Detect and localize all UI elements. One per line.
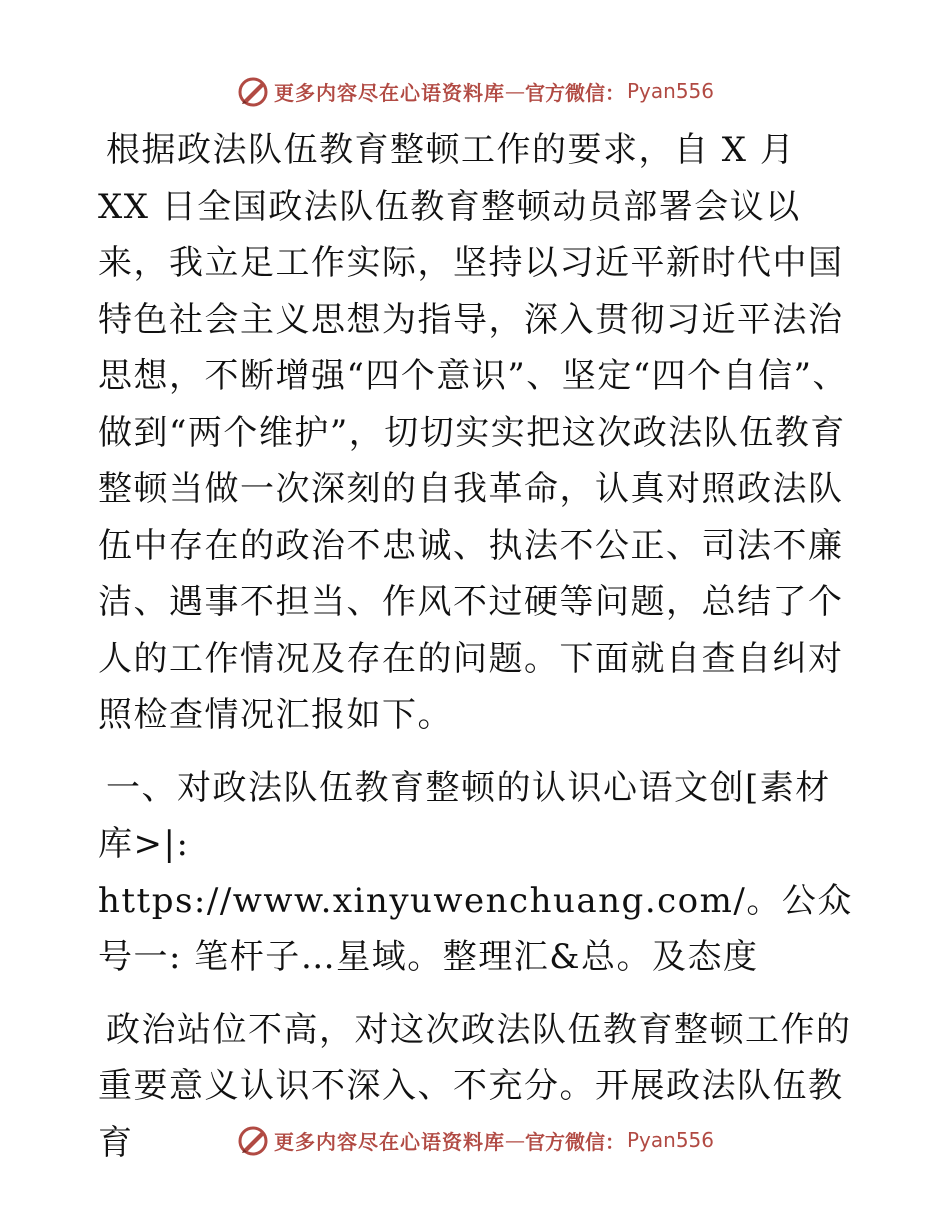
watermark-separator: — xyxy=(504,79,525,103)
watermark-main-text: 更多内容尽在心语资料库 xyxy=(273,80,505,105)
paragraph-body: 政治站位不高，对这次政法队伍教育整顿工作的重要意义认识不深入、不充分。开展政法队伍教育 xyxy=(98,1009,852,1163)
paragraph-intro: 根据政法队伍教育整顿工作的要求，自 X 月 XX 日全国政法队伍教育整顿动员部署会议以来，我立足工作实际，坚持以习近平新时代中国特色社会主义思想为指导，深入贯彻习近平法治思想，不断增强“四个意识”、坚定“四个自信”、做到“两个维护”，切切实实把这次政法队伍教育整顿当做一次深刻的自我革命，认真对照政法队伍中存在的政治不忠诚、执法不公正、司法不廉洁、遇事不担当、作风不过硬等问题，总结了个人的工作情况及存在的问题。下面就自查自纠对照检查情况汇报如下。 xyxy=(98,130,849,735)
watermark-sub-text: 官方微信： xyxy=(524,1129,625,1154)
pen-logo-icon xyxy=(236,1123,270,1157)
watermark-footer xyxy=(0,1120,950,1160)
watermark-header xyxy=(0,71,950,111)
watermark-account-id: Pyan556 xyxy=(626,1128,714,1152)
section-heading: 一、对政法队伍教育整顿的认识心语文创[素材库>|: https://www.xinyuwenchuang.com/。公众号一: 笔杆子…星域。整理汇&总。及态度 xyxy=(98,767,853,977)
watermark-sub-text: 官方微信： xyxy=(524,80,625,105)
watermark-main-text: 更多内容尽在心语资料库 xyxy=(273,1129,505,1154)
paragraph-gap xyxy=(98,744,858,760)
paragraph-gap xyxy=(98,986,858,1002)
watermark-separator: — xyxy=(504,1128,525,1152)
document-body xyxy=(98,122,858,1171)
pen-logo-icon xyxy=(236,74,270,108)
watermark-account-id: Pyan556 xyxy=(626,79,714,103)
